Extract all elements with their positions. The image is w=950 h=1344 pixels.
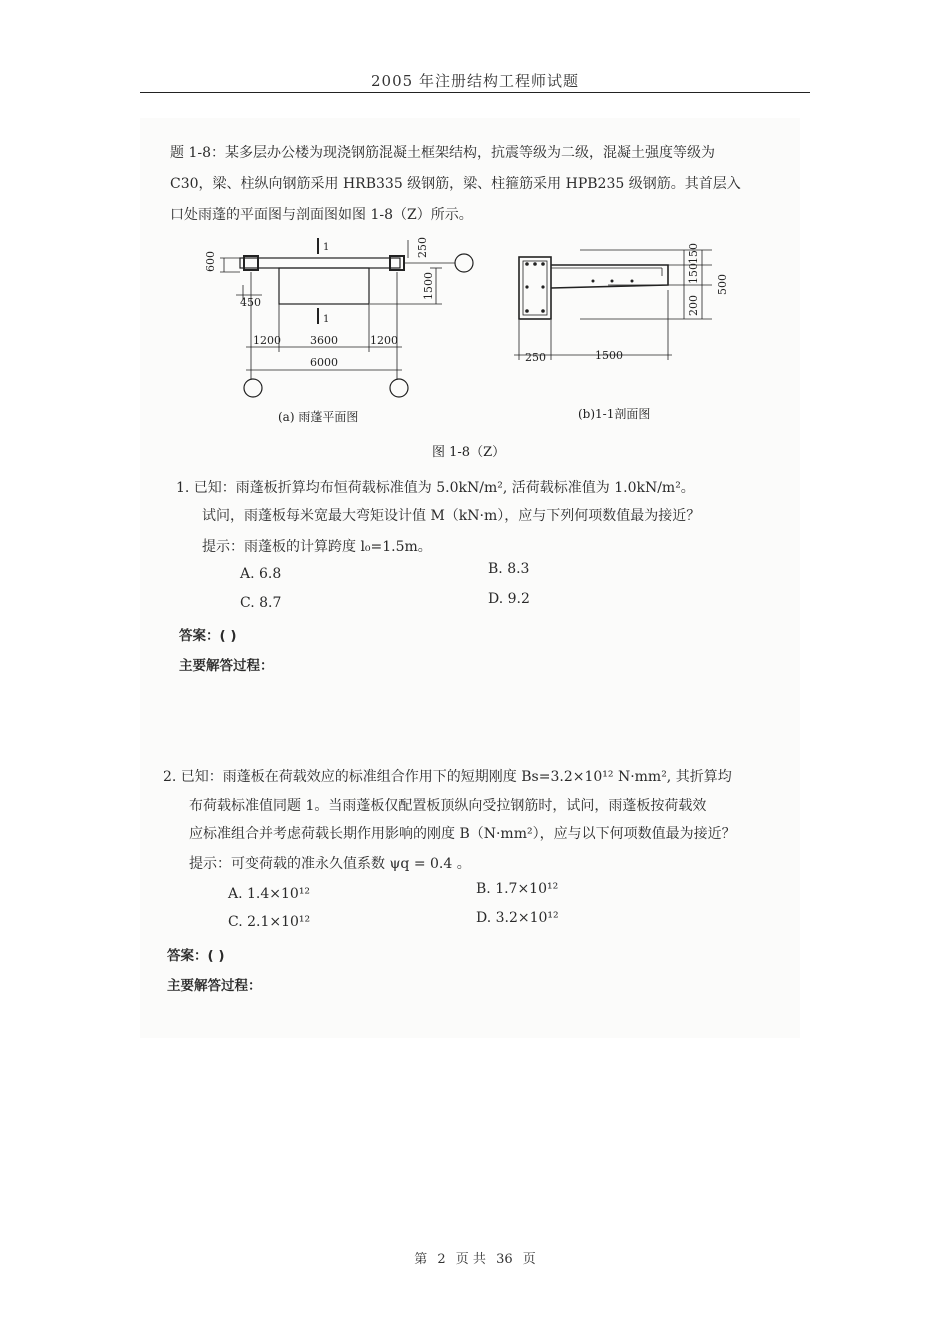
q2-line-1: 2. 已知：雨蓬板在荷载效应的标准组合作用下的短期刚度 Bs=3.2×10¹² N·mm², 其折算均 <box>163 769 732 785</box>
plan-dim-450: 450 <box>240 296 261 309</box>
q2-answer-label: 答案：( ) <box>167 948 225 964</box>
section-dim-200: 200 <box>687 295 700 316</box>
q1-line-2: 试问，雨蓬板每米宽最大弯矩设计值 M（kN·m），应与下列何项数值最为接近？ <box>202 508 701 524</box>
section-beam <box>519 257 551 319</box>
plan-dim-3600: 3600 <box>310 334 338 347</box>
plan-dim-250: 250 <box>416 237 429 258</box>
q1-option-b: B. 8.3 <box>488 561 530 577</box>
plan-dim-1200-right: 1200 <box>370 334 398 347</box>
figure-caption: 图 1-8（Z） <box>432 445 506 460</box>
footer-page-number: 2 <box>437 1252 446 1267</box>
plan-axis-circle-right <box>455 254 473 272</box>
section-caption: (b)1-1剖面图 <box>578 407 651 421</box>
page-header-title: 2005 年注册结构工程师试题 <box>371 72 579 90</box>
q2-process-label: 主要解答过程： <box>167 978 262 994</box>
section-dim-250: 250 <box>525 351 546 364</box>
q1-answer-label: 答案：( ) <box>179 628 237 644</box>
q1-hint: 提示：雨蓬板的计算跨度 l₀=1.5m。 <box>202 539 432 555</box>
plan-axis-circle-right-bottom <box>390 379 408 397</box>
footer-prefix: 第 <box>414 1252 428 1267</box>
q2-line-3: 应标准组合并考虑荷载长期作用影响的刚度 B（N·mm²），应与以下何项数值最为接近？ <box>189 826 736 842</box>
q1-line-1: 1. 已知：雨蓬板折算均布恒荷载标准值为 5.0kN/m², 活荷载标准值为 1.0kN/m²。 <box>176 480 695 496</box>
q2-option-a: A. 1.4×10¹² <box>228 886 311 902</box>
section-dim-1500: 1500 <box>595 349 623 362</box>
page-footer <box>0 1248 950 1267</box>
section-slab <box>551 265 668 288</box>
section-dim-500: 500 <box>716 274 729 295</box>
q2-hint: 提示：可变荷载的准永久值系数 ψq = 0.4 。 <box>189 856 471 872</box>
section-dim-150-mid: 150 <box>687 263 700 284</box>
intro-line-2: C30，梁、柱纵向钢筋采用 HRB335 级钢筋，梁、柱箍筋采用 HPB235 级钢筋。其首层入 <box>170 176 741 192</box>
q2-option-b: B. 1.7×10¹² <box>476 881 559 897</box>
q2-line-2: 布荷载标准值同题 1。当雨蓬板仅配置板顶纵向受拉钢筋时，试问，雨蓬板按荷载效 <box>189 798 707 814</box>
section-dim-150-top: 150 <box>687 243 700 264</box>
footer-separator: 页 共 <box>455 1252 486 1267</box>
q1-process-label: 主要解答过程： <box>179 658 274 674</box>
plan-dim-6000: 6000 <box>310 356 338 369</box>
q1-option-c: C. 8.7 <box>240 595 282 611</box>
plan-beam <box>240 258 400 268</box>
plan-dim-600: 600 <box>204 251 217 272</box>
plan-section-mark-top: 1 <box>323 242 330 253</box>
q1-option-d: D. 9.2 <box>488 591 530 607</box>
plan-section-mark-bottom: 1 <box>323 314 330 325</box>
footer-suffix: 页 <box>522 1252 536 1267</box>
figure-1-8 <box>0 0 950 470</box>
q2-option-c: C. 2.1×10¹² <box>228 914 311 930</box>
plan-canopy-slab <box>279 268 369 304</box>
plan-dim-1200-left: 1200 <box>253 334 281 347</box>
footer-total-pages: 36 <box>496 1252 513 1267</box>
q2-option-d: D. 3.2×10¹² <box>476 910 559 926</box>
plan-dim-1500: 1500 <box>422 272 435 300</box>
q1-option-a: A. 6.8 <box>240 566 282 582</box>
intro-line-1: 题 1-8：某多层办公楼为现浇钢筋混凝土框架结构，抗震等级为二级，混凝土强度等级为 <box>170 145 715 161</box>
plan-axis-circle-left <box>244 379 262 397</box>
plan-caption: (a) 雨蓬平面图 <box>278 410 359 424</box>
intro-line-3: 口处雨蓬的平面图与剖面图如图 1-8（Z）所示。 <box>170 207 473 223</box>
